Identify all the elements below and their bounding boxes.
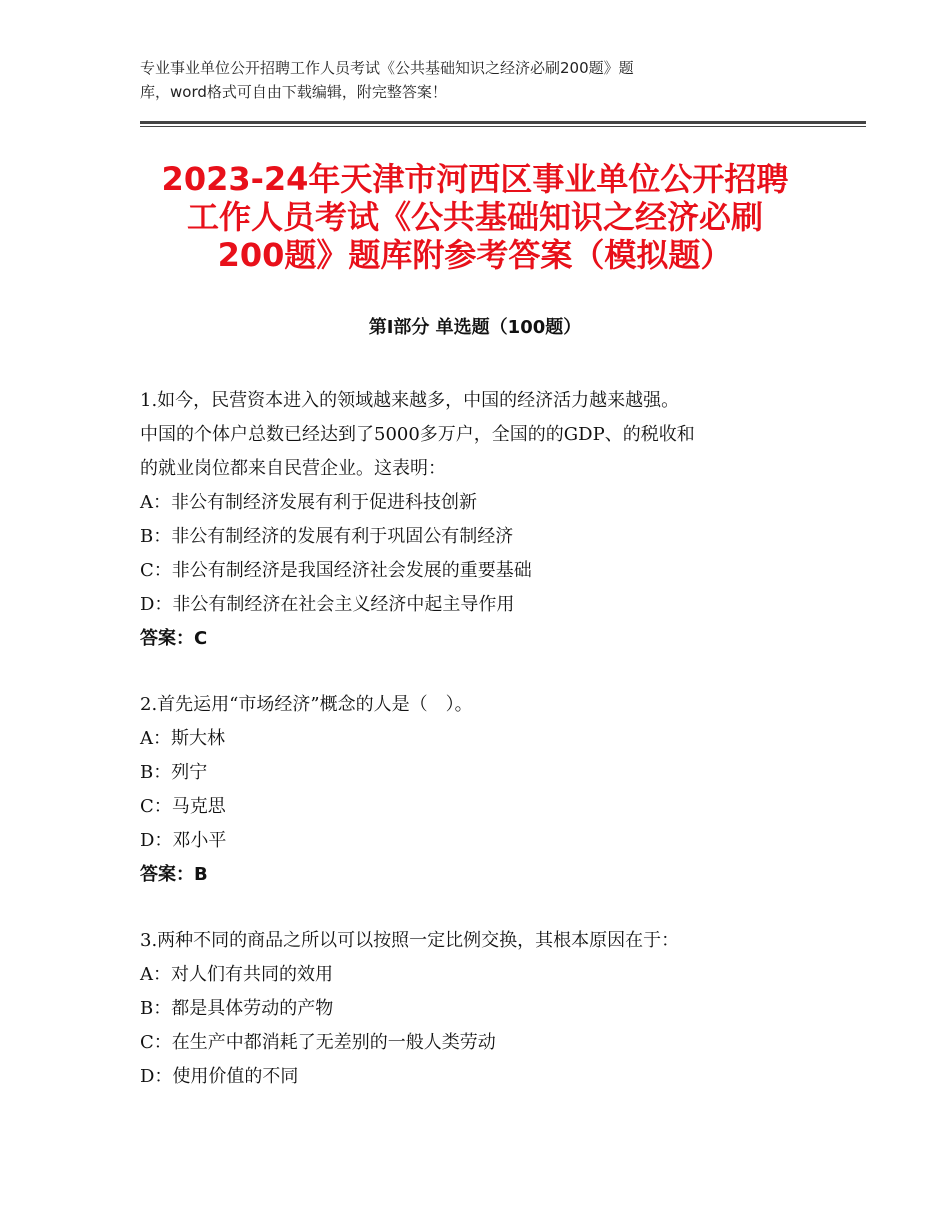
header-line: 库，word格式可自由下载编辑，附完整答案！ — [140, 83, 447, 101]
option-d: D：使用价值的不同 — [140, 1066, 299, 1087]
question-text: 3.两种不同的商品之所以可以按照一定比例交换，其根本原因在于： — [140, 930, 680, 951]
title-line: 2023-24年天津市河西区事业单位公开招聘 — [161, 160, 789, 198]
question-text: 2.首先运用“市场经济”概念的人是（ ）。 — [140, 694, 473, 715]
answer-label: 答案：B — [140, 864, 208, 885]
option-b: B：列宁 — [140, 762, 208, 783]
option-a: A：斯大林 — [140, 728, 225, 749]
page-header — [140, 56, 780, 104]
header-divider — [140, 121, 866, 124]
option-c: C：非公有制经济是我国经济社会发展的重要基础 — [140, 560, 532, 581]
option-a: A：对人们有共同的效用 — [140, 964, 333, 985]
question-2 — [140, 688, 820, 892]
option-a: A：非公有制经济发展有利于促进科技创新 — [140, 492, 477, 513]
question-list — [140, 384, 820, 1126]
option-b: B：非公有制经济的发展有利于巩固公有制经济 — [140, 526, 514, 547]
question-text: 的就业岗位都来自民营企业。这表明： — [140, 458, 446, 479]
option-b: B：都是具体劳动的产物 — [140, 998, 334, 1019]
document-title — [0, 160, 950, 274]
question-1 — [140, 384, 820, 656]
question-text: 中国的个体户总数已经达到了5000多万户，全国的的GDP、的税收和 — [140, 424, 695, 445]
title-line: 工作人员考试《公共基础知识之经济必刷 — [186, 198, 763, 236]
question-3 — [140, 924, 820, 1094]
header-line: 专业事业单位公开招聘工作人员考试《公共基础知识之经济必刷200题》题 — [140, 59, 634, 77]
section-title: 第Ⅰ部分 单选题（100题） — [368, 317, 582, 338]
header-divider-thin — [140, 126, 866, 127]
option-d: D：非公有制经济在社会主义经济中起主导作用 — [140, 594, 515, 615]
answer-label: 答案：C — [140, 628, 208, 649]
option-d: D：邓小平 — [140, 830, 227, 851]
title-line: 200题》题库附参考答案（模拟题） — [217, 236, 733, 274]
option-c: C：马克思 — [140, 796, 226, 817]
question-text: 1.如今，民营资本进入的领域越来越多，中国的经济活力越来越强。 — [140, 390, 680, 411]
option-c: C：在生产中都消耗了无差别的一般人类劳动 — [140, 1032, 496, 1053]
